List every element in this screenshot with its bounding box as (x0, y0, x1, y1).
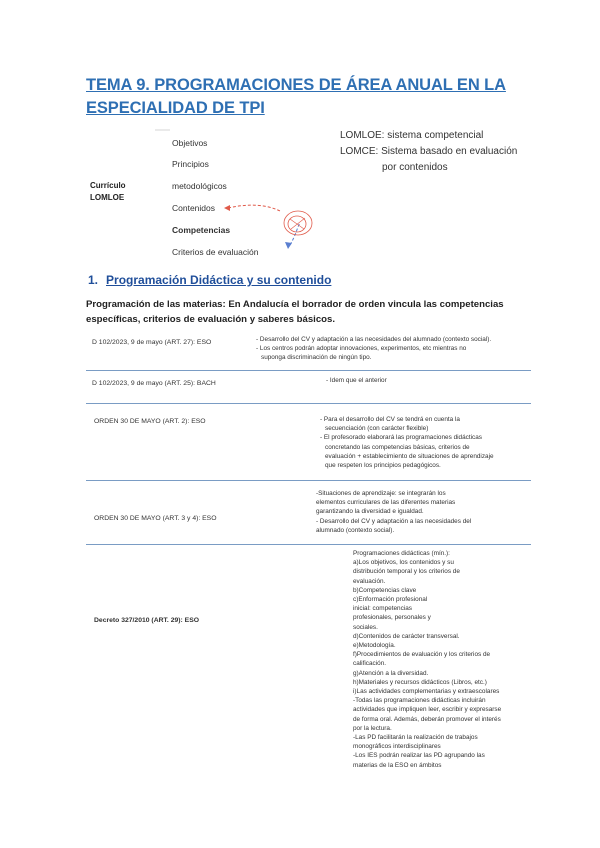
row-label: ORDEN 30 DE MAYO (ART. 3 y 4): ESO (94, 515, 217, 522)
note-lomce: LOMCE: Sistema basado en evaluación (340, 146, 518, 157)
row-line: g)Atención a la diversidad. (353, 669, 429, 677)
row-line: elementos curriculares de las diferentes materias (316, 499, 456, 507)
row-line: evaluación. (353, 577, 386, 585)
row-line: monográficos interdisciplinares (353, 743, 441, 751)
row-line: - Idem que el anterior (326, 377, 387, 384)
curriculo-label-line: LOMLOE (90, 193, 125, 202)
concept-item-objetivos: Objetivos (172, 138, 208, 148)
row-label: Decreto 327/2010 (ART. 29): ESO (94, 617, 200, 624)
section-number: 1. (88, 273, 99, 287)
row-line: - Los centros podrán adoptar innovaciones, experimentos, etc mientras no (256, 345, 467, 353)
row-line: suponga discriminación de ningún tipo. (261, 354, 372, 362)
row-line: sociales. (353, 623, 378, 631)
row-line: por la lectura. (353, 724, 392, 732)
concept-item-contenidos: Contenidos (172, 203, 216, 213)
arrow-head-blue (285, 242, 292, 249)
concept-item-principios: Principios (172, 159, 209, 169)
row-line: concretando las competencias básicas, criterios de (325, 443, 470, 451)
row-line: i)Las actividades complementarias y extraescolares (353, 688, 500, 696)
arrow-head-red (224, 205, 230, 211)
row-line: calificación. (353, 660, 387, 668)
row-line: c)Enformación profesional (353, 596, 428, 604)
row-line: - Para el desarrollo del CV se tendrá en cuenta la (320, 416, 460, 423)
section-heading (88, 273, 331, 287)
row-line: -Situaciones de aprendizaje: se integrarán los (316, 490, 446, 497)
concept-map-diagram (150, 125, 350, 265)
row-line: d)Contenidos de carácter transversal. (353, 632, 460, 640)
row-line: de forma oral. Además, deberán promover el interés (353, 715, 501, 723)
row-line: secuenciación (con carácter flexible) (325, 425, 429, 433)
row-line: evaluación + establecimiento de situaciones de aprendizaje (325, 452, 494, 460)
row-line: profesionales, personales y (353, 614, 431, 622)
row-line: -Las PD facilitarán la realización de trabajos (353, 734, 478, 742)
row-divider (86, 403, 531, 404)
note-lomce-cont: por contenidos (382, 162, 448, 173)
arrow-contenidos (228, 205, 280, 211)
row-label: D 102/2023, 9 de mayo (ART. 25): BACH (92, 380, 216, 387)
row-line: Programaciones didácticas (mín.): (353, 550, 450, 557)
row-line: actividades que impliquen leer, escribir y expresarse (353, 706, 502, 714)
row-label: D 102/2023, 9 de mayo (ART. 27): ESO (92, 339, 212, 346)
row-line: - El profesorado elaborará las programaciones didácticas (320, 434, 482, 442)
row-divider (86, 480, 531, 481)
page-title: TEMA 9. PROGRAMACIONES DE ÁREA ANUAL EN LA ESPECIALIDAD DE TPI (86, 76, 506, 117)
row-content (320, 415, 540, 470)
row-line: -Todas las programaciones didácticas incluirán (353, 697, 486, 705)
row-line: inicial: competencias (353, 605, 412, 613)
row-line: b)Competencias clave (353, 586, 417, 594)
row-line: f)Procedimientos de evaluación y los criterios de (353, 651, 491, 659)
row-line: h)Materiales y recursos didácticos (Libros, etc.) (353, 678, 487, 686)
row-line: a)Los objetivos, los contenidos y su (353, 559, 454, 567)
row-line: - Desarrollo del CV y adaptación a las necesidades del (316, 517, 472, 525)
row-line: e)Metodología. (353, 642, 396, 650)
row-content (256, 335, 546, 363)
row-line: distribución temporal y los criterios de (353, 568, 460, 576)
concept-item-metodologicos: metodológicos (172, 181, 227, 191)
concept-item-competencias: Competencias (172, 225, 231, 235)
row-line: - Desarrollo del CV y adaptación a las necesidades del alumnado (contexto social). (256, 336, 492, 343)
row-content (316, 489, 536, 535)
row-divider (86, 544, 531, 545)
curriculo-label (90, 180, 126, 204)
curriculo-label-line: Currículo (90, 181, 126, 190)
row-label: ORDEN 30 DE MAYO (ART. 2): ESO (94, 418, 206, 425)
section-title: Programación Didáctica y su contenido (106, 273, 332, 287)
row-line: alumnado (contexto social). (316, 526, 395, 534)
row-line: que respeten los principios pedagógicos. (325, 462, 441, 470)
row-line: materias de la ESO en ámbitos (353, 761, 442, 769)
row-divider (86, 370, 531, 371)
row-line: -Los IES podrán realizar las PD agrupando las (353, 752, 485, 760)
note-lomloe: LOMLOE: sistema competencial (340, 130, 484, 141)
concept-item-criterios: Criterios de evaluación (172, 247, 259, 257)
row-line: garantizando la diversidad e igualdad. (316, 508, 424, 516)
row-content (353, 549, 535, 770)
intro-paragraph: Programación de las materias: En Andalucía el borrador de orden vincula las competencias específicas, criterios de evaluación y saberes básicos. (86, 299, 504, 325)
